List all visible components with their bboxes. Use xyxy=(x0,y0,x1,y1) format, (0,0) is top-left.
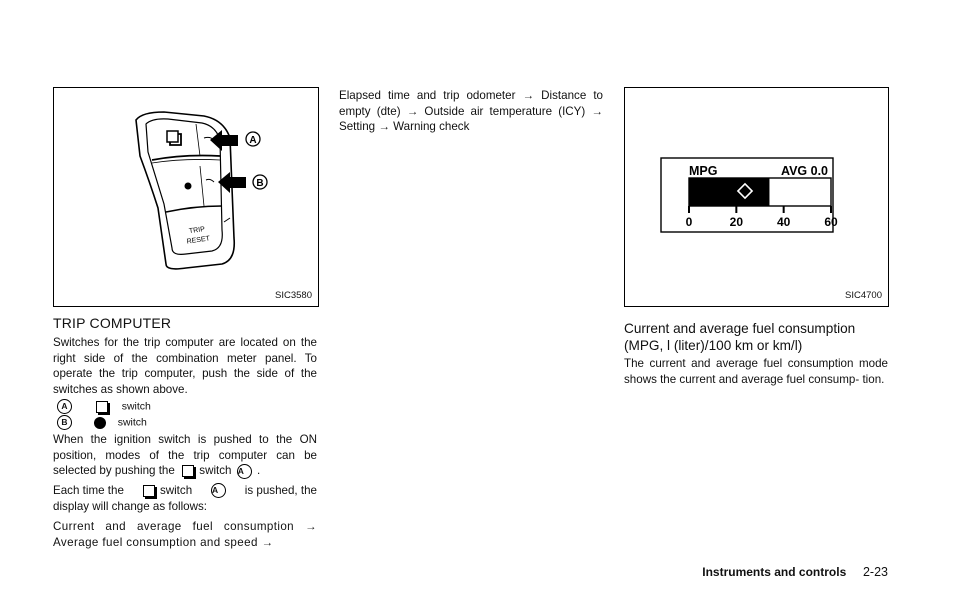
scale-label: 40 xyxy=(776,215,791,229)
figure-code-left: SIC3580 xyxy=(275,290,312,301)
callout-a-icon: A xyxy=(237,464,252,479)
consumption-bar-fill xyxy=(689,178,769,206)
trip-reset-label: TRIP xyxy=(188,225,206,236)
fuel-display-illustration xyxy=(625,88,890,308)
figure-code-right: SIC4700 xyxy=(845,290,882,301)
sequence-part-1: Current and average fuel consumption → Average fuel consumption and speed → xyxy=(53,520,317,549)
sequence-part-2: Elapsed time and trip odometer → Distance to empty (dte) → Outside air temperature (ICY) → Setting → Warning check xyxy=(339,89,603,134)
scale-label: 0 xyxy=(685,215,693,229)
dot-switch-icon xyxy=(94,417,106,429)
fuel-section-heading: Current and average fuel consumption (MPG, l (liter)/100 km or km/l) xyxy=(624,321,856,353)
page-footer xyxy=(702,565,888,579)
fuel-section-body: The current and average fuel consumption mode shows the current and average fuel consump- tion. xyxy=(624,357,888,386)
page-number: 2-23 xyxy=(862,565,888,579)
square-switch-icon xyxy=(96,401,108,413)
dot-symbol-icon xyxy=(185,183,192,190)
callout-a-icon: A xyxy=(57,399,72,414)
avg-label: AVG 0.0 xyxy=(781,164,829,178)
square-switch-icon xyxy=(182,465,194,477)
switch-b-label: switch xyxy=(117,416,147,429)
callout-a-icon: A xyxy=(211,483,226,498)
switch-figure xyxy=(53,87,319,307)
section-heading: TRIP COMPUTER xyxy=(53,315,172,331)
intro-paragraph: Switches for the trip computer are located on the right side of the combination meter panel. To operate the trip computer, push the side of the switches as shown above. xyxy=(53,336,317,397)
legend-switch-a xyxy=(55,399,151,414)
svg-text:B: B xyxy=(256,178,264,189)
fuel-display-figure xyxy=(624,87,889,307)
footer-section: Instruments and controls xyxy=(702,565,847,579)
steering-switch-illustration xyxy=(54,88,320,308)
mpg-label: MPG xyxy=(689,164,718,178)
square-switch-icon xyxy=(143,485,155,497)
scale-label: 20 xyxy=(729,215,744,229)
callout-b-icon: B xyxy=(57,415,72,430)
svg-text:A: A xyxy=(249,135,257,146)
each-time-paragraph: Each time the switch A is pushed, the display will change as follows: xyxy=(53,484,317,513)
legend-switch-b xyxy=(55,415,147,430)
ignition-paragraph: When the ignition switch is pushed to the ON position, modes of the trip computer can be selected by pushing the switch A . xyxy=(53,433,317,478)
scale-label: 60 xyxy=(824,215,838,229)
switch-a-label: switch xyxy=(121,400,151,413)
svg-text:RESET: RESET xyxy=(186,235,211,246)
square-symbol-icon xyxy=(167,131,178,142)
